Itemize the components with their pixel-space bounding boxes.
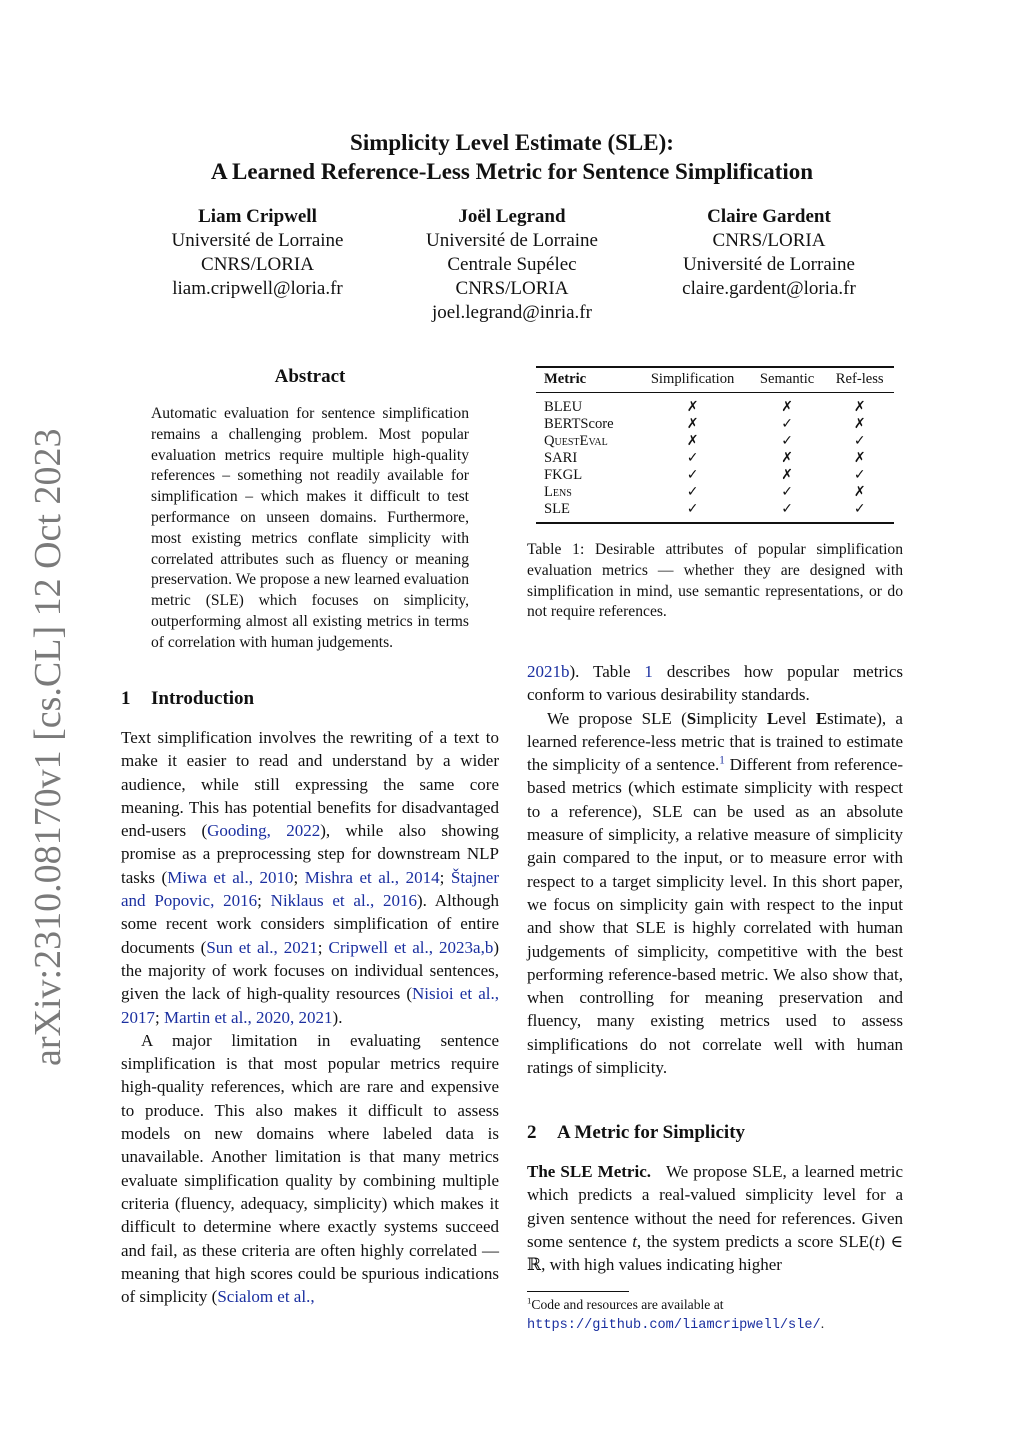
section-number: 2 [527,1122,537,1143]
author-name: Claire Gardent [707,206,831,227]
table-row: SARI ✓ ✗ ✗ [544,450,866,466]
intro-paragraph-3: We propose SLE (Simplicity Level Estimate), a learned reference-less metric that is trained to estimate the simplicity of a sentence.$^1$ Different from reference-based metrics (which estimate simplicity with respect to a reference), SLE can be used as an absolute measure of simplicity, a relative measure of simplicity gain compared to the input, or to measure error with respect to a target simplicity level. In this short paper, we focus on simplicity gain with respect to the input and show that SLE is highly correlated with human judgements of simplicity, competitive with the best performing reference-based metric. We also show that, when controlling for meaning preservation and fluency, many existing metrics used to assess simplifications do not correlate well with human ratings of simplicity. [527,708,903,1078]
author-email: claire.gardent@loria.fr [682,278,856,299]
arxiv-side-stamp: arXiv:2310.08170v1 [cs.CL] 12 Oct 2023 [27,428,69,1066]
table-row: FKGL ✓ ✗ ✓ [544,467,866,483]
table-1 [536,366,894,524]
citation-link[interactable]: 2021b [527,662,570,681]
author-name: Joël Legrand [458,206,566,227]
table-row: SLE ✓ ✓ ✓ [536,501,894,523]
table-ref-link[interactable]: 1 [644,662,653,681]
title-line-1: Simplicity Level Estimate (SLE): [350,130,674,155]
section-title: A Metric for Simplicity [557,1122,746,1143]
author-affiliation: CNRS/LORIA [712,230,826,251]
author-affiliation: Centrale Supélec [447,254,577,275]
table-header: Metric [544,371,587,387]
section-title: Introduction [151,688,255,709]
citation-link[interactable]: Štajner and Popovic, 2016 [121,867,500,911]
section-heading-introduction [121,688,254,710]
left-column-body [121,726,499,1308]
citation-link[interactable]: Nisioi et al., 2017 [121,984,499,1027]
footnote: $^1$Code and resources are available at https://github.com/liamcripwell/sle/. [527,1295,825,1333]
section-number: 1 [121,688,131,709]
citation-link[interactable]: Sun et al., 2021 [206,937,318,957]
abstract-heading: Abstract [274,366,346,387]
author-affiliation: CNRS/LORIA [455,278,569,299]
citation-link[interactable]: Gooding, 2022 [207,821,321,841]
section-heading-metric [527,1122,745,1144]
author-affiliation: Université de Lorraine [426,230,598,251]
run-in-heading: The SLE Metric. [527,1162,651,1181]
right-column-body [527,660,903,1079]
title-line-2: A Learned Reference-Less Metric for Sentence Simplification [210,159,814,184]
citation-link[interactable]: Niklaus et al., 2016 [270,891,418,911]
intro-paragraph-1: Text simplification involves the rewriting of a text to make it easier to read and understand by a wider audience, while still expressing the same core meaning. This has potential benefits for disadvantaged end-users (Gooding, 2022), while also showing promise as a preprocessing step for downstream NLP tasks (Miwa et al., 2010; Mishra et al., 2014; Štajner and Popovic, 2016; Niklaus et al., 2016). Although some recent work considers simplification of entire documents (Sun et al., 2021; Cripwell et al., 2023a,b) the majority of work focuses on individual sentences, given the lack of high-quality resources (Nisioi et al., 2017; Martin et al., 2020, 2021). [121,728,500,1027]
intro-paragraph-2: A major limitation in evaluating sentence simplification is that most popular metrics require high-quality references, which are rare and expensive to produce. This also makes it difficult to assess models on new domains where labeled data is unavailable. Another limitation is that many metrics evaluate simplification quality by combining multiple criteria (fluency, adequacy, simplicity) which makes it difficult to determine where exactly systems succeed and fail, as these criteria are often highly correlated — meaning that high scores could be spurious indications of simplicity (Scialom et al., [121,1030,499,1307]
paper-title [0,128,1024,186]
author-affiliation: Université de Lorraine [683,254,855,275]
footnote-rule [527,1291,629,1292]
table-row: QuestEval ✗ ✓ ✓ [544,433,866,449]
author-affiliation: Université de Lorraine [171,230,344,251]
table-caption: Table 1: Desirable attributes of popular simplification evaluation metrics — whether they are designed with simplification in mind, use semantic representations, or do not require references. [527,541,903,621]
citation-link[interactable]: Cripwell et al., 2023a,b [328,937,494,957]
citation-link[interactable]: Martin et al., 2020, 2021 [163,1007,333,1027]
github-url-link[interactable]: https://github.com/liamcripwell/sle/ [527,1318,821,1333]
table-row: Lens ✓ ✓ ✗ [544,484,866,500]
table-header: Ref-less [835,371,884,387]
citation-link[interactable]: Mishra et al., 2014 [304,867,440,887]
author-block-3 [664,205,874,301]
citation-link[interactable]: Miwa et al., 2010 [167,867,294,887]
intro-paragraph-2-continued: 2021b). Table 1 describes how popular metrics conform to various desirability standards. [527,662,904,705]
author-block-1 [155,205,360,301]
table-header: Simplification [650,371,735,387]
author-email: liam.cripwell@loria.fr [172,278,343,299]
author-affiliation: CNRS/LORIA [201,254,314,275]
table-row: BERTScore ✗ ✓ ✗ [544,416,866,432]
citation-link[interactable]: Scialom et al., [217,1287,315,1307]
author-name: Liam Cripwell [198,206,317,227]
abstract-text: Automatic evaluation for sentence simplification remains a challenging problem. Most popular evaluation metrics require multiple high-quality references – something not readily available for simplification – which makes it difficult to test performance on unseen domains. Furthermore, most existing metrics conflate simplicity with correlated attributes such as fluency or meaning preservation. We propose a new learned evaluation metric (SLE) which focuses on simplicity, outperforming almost all existing metrics in terms of correlation with human judgements. [151,405,469,651]
footnote-link[interactable]: 1 [719,754,725,767]
table-row: BLEU ✗ ✗ ✗ [544,399,866,415]
table-header: Semantic [759,371,815,387]
author-email: joel.legrand@inria.fr [432,302,592,323]
sle-metric-paragraph: The SLE Metric. We propose SLE, a learned metric which predicts a real-valued simplicity level for a given sentence without the need for references. Given some sentence t, the system predicts a score SLE(t) ∈ ℝ, with high values indicating higher [527,1162,903,1275]
author-block-2 [408,205,616,325]
